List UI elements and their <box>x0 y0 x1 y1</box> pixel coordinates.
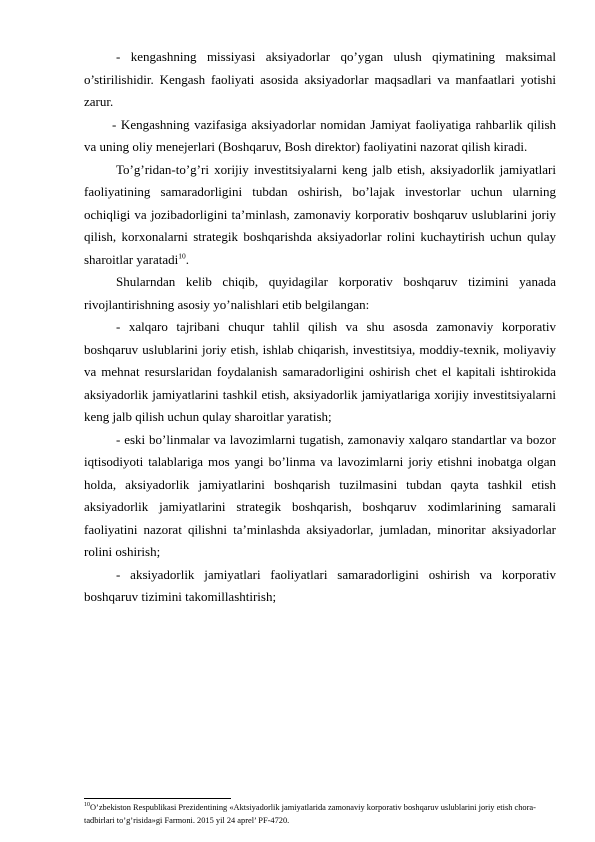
footnote-text: O’zbekiston Respublikasi Prezidentining «Aktsiyadorlik jamiyatlarida zamonaviy korporativ boshqaruv uslublarini joriy etish chora-tadbirlari to’g’risida»gi Farmoni. 2015 yil 24 aprel’ PF-4720. <box>84 803 536 825</box>
list-item-efficiency: - aksiyadorlik jamiyatlari faoliyatlari samaradorligini oshirish va korporativ boshqaruv tizimini takomillashtirish; <box>84 566 556 604</box>
footnote-reference[interactable]: 10 <box>178 251 186 261</box>
list-item-restructuring: - eski bo’linmalar va lavozimlarni tugatish, zamonaviy xalqaro standartlar va bozor iqtisodiyoti talablariga mos yangi bo’linma va lavozimlarni joriy etishni inobatga olgan holda, aksiyadorlik jamiyatlarini boshqarish tuzilmasini tubdan qayta tashkil etish aksiyadorlik jamiyatlarini strategik boshqarish, boshqaruv xodimlarining samarali faoliyatini nazorat qilishni ta’minlashda aksiyadorlar, jumladan, minoritar aksiyadorlar rolini oshirish; <box>84 431 556 559</box>
paragraph-directions-intro: Shularndan kelib chiqib, quyidagilar korporativ boshqaruv tizimini yanada rivojlantirishning asosiy yo’nalishlari etib belgilangan: <box>84 274 556 312</box>
paragraph-council-mission: - kengashning missiyasi aksiyadorlar qo’ygan ulush qiymatining maksimal o’stirilishidir. Kengash faoliyati asosida aksiyadorlar maqsadlari va manfaatlari yotishi zarur. <box>84 49 556 109</box>
paragraph-foreign-investment: To’g’ridan-to’g’ri xorijiy investitsiyalarni keng jalb etish, aksiyadorlik jamiyatlari faoliyatining samaradorligini tubdan oshirish, bo’lajak investorlar uchun ularning ochiqligi va jozibadorligini ta’minlash, zamonaviy korporativ boshqaruv uslublarini joriy qilish, korxonalarni strategik boshqarishda aksiyadorlar rolini kuchaytirish uchun qulay sharoitlar yaratadi$^{10}$. <box>84 161 556 267</box>
paragraph-foreign-investment-text: To’g’ridan-to’g’ri xorijiy investitsiyalarni keng jalb etish, aksiyadorlik jamiyatlari faoliyatining samaradorligini tubdan oshirish, bo’lajak investorlar uchun ularning ochiqligi va jozibadorligini ta’minlash, zamonaviy korporativ boshqaruv uslublarini joriy qilish, korxonalarni strategik boshqarishda aksiyadorlar rolini kuchaytirish uchun qulay sharoitlar yaratadi <box>84 161 556 267</box>
footnote <box>84 801 556 827</box>
paragraph-council-duties: - Kengashning vazifasiga aksiyadorlar nomidan Jamiyat faoliyatiga rahbarlik qilish va uning oliy menejerlari (Boshqaruv, Bosh direktor) faoliyatini nazorat qilish kiradi. <box>84 116 556 154</box>
list-item-international-experience: - xalqaro tajribani chuqur tahlil qilish va shu asosda zamonaviy korporativ boshqaruv uslublarini joriy etish, ishlab chiqarish, investitsiya, moddiy-texnik, moliyaviy va mehnat resurslaridan foydalanish samaradorligini oshirish chet el kapitali ishtirokida aksiyadorlik jamiyatlarini tashkil etish, aksiyadorlik jamiyatlariga xorijiy investitsiyalarni keng jalb qilish uchun qulay sharoitlar yaratish; <box>84 319 556 424</box>
footnote-separator <box>84 798 231 799</box>
document-body <box>84 46 556 609</box>
footnote-number: 10 <box>84 802 90 809</box>
